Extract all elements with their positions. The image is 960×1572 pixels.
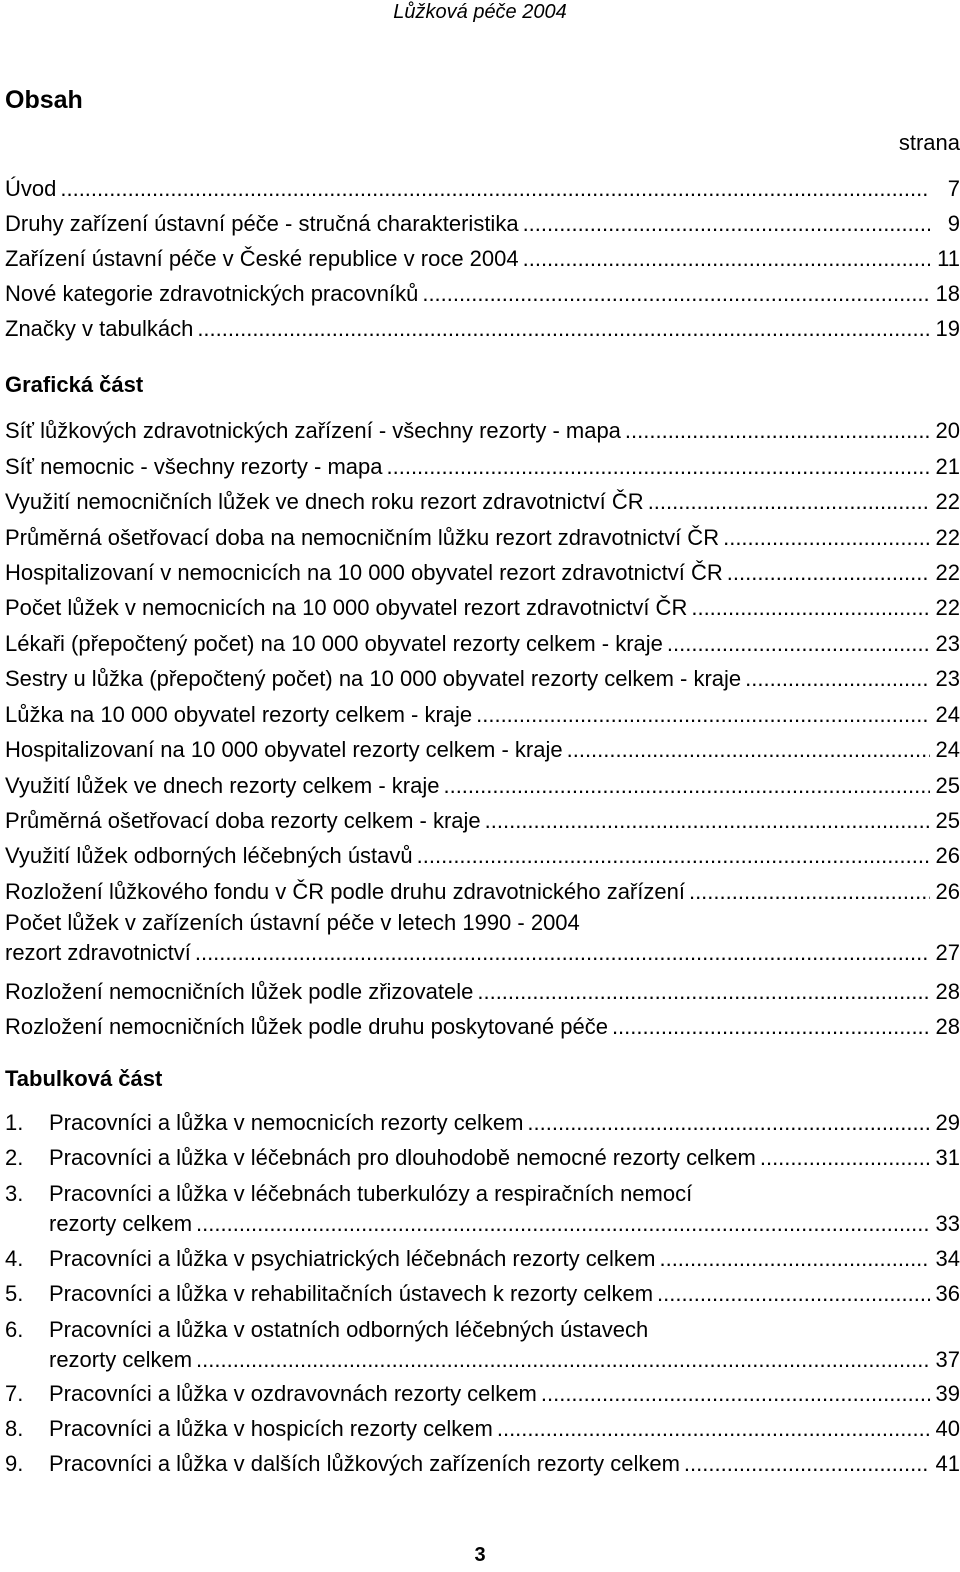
dot-leader [723, 525, 930, 551]
toc-entry-page: 22 [935, 595, 960, 620]
dot-leader [541, 1381, 930, 1407]
dot-leader [523, 211, 930, 237]
toc-entry-page: 19 [935, 316, 960, 341]
toc-entry[interactable] [5, 662, 960, 692]
toc-entry[interactable] [5, 804, 960, 834]
toc-entry-page: 20 [935, 418, 960, 443]
toc-entry-label: Lůžka na 10 000 obyvatel rezorty celkem - kraje [5, 702, 473, 727]
dot-leader [485, 808, 930, 834]
toc-entry[interactable] [5, 172, 960, 202]
running-header: Lůžková péče 2004 [393, 1, 567, 23]
toc-entry[interactable] [5, 556, 960, 586]
toc-entry-label: Síť nemocnic - všechny rezorty - mapa [5, 454, 383, 479]
toc-entry-label: Počet lůžek v nemocnicích na 10 000 obyvatel rezort zdravotnictví ČR [5, 595, 688, 620]
toc-table-number: 8. [5, 1416, 24, 1441]
toc-entry-page: 9 [947, 211, 960, 236]
toc-entry-label: Značky v tabulkách [5, 316, 194, 341]
dot-leader [196, 1211, 930, 1237]
toc-entry[interactable] [5, 591, 960, 621]
toc-entry[interactable] [49, 1447, 960, 1477]
dot-leader [691, 595, 930, 621]
toc-entry-page: 34 [935, 1246, 960, 1271]
toc-entry-page: 18 [935, 281, 960, 306]
toc-entry-label: rezorty celkem [49, 1211, 193, 1236]
toc-entry-label: Pracovníci a lůžka v psychiatrických léčebnách rezorty celkem [49, 1246, 656, 1271]
toc-entry-page: 26 [935, 879, 960, 904]
toc-entry-page: 31 [935, 1145, 960, 1170]
toc-entry-page: 25 [935, 773, 960, 798]
dot-leader [659, 1246, 930, 1272]
toc-entry-page: 25 [935, 808, 960, 833]
toc-entry-page: 24 [935, 737, 960, 762]
dot-leader [523, 246, 930, 272]
toc-entry[interactable] [5, 875, 960, 905]
toc-entry-label: Průměrná ošetřovací doba na nemocničním lůžku rezort zdravotnictví ČR [5, 525, 720, 550]
dot-leader [684, 1451, 930, 1477]
toc-entry-page: 33 [935, 1211, 960, 1236]
toc-entry-page: 22 [935, 489, 960, 514]
toc-entry-label: Zařízení ústavní péče v České republice v roce 2004 [5, 246, 519, 271]
toc-entry-page: 23 [935, 666, 960, 691]
toc-entry-label: Rozložení nemocničních lůžek podle druhu poskytované péče [5, 1014, 608, 1039]
toc-entry-label: Hospitalizovaní na 10 000 obyvatel rezorty celkem - kraje [5, 737, 563, 762]
dot-leader [195, 940, 930, 966]
toc-entry-page: 40 [935, 1416, 960, 1441]
toc-entry[interactable] [5, 242, 960, 272]
toc-entry-label: Pracovníci a lůžka v nemocnicích rezorty celkem [49, 1110, 524, 1135]
dot-leader [612, 1014, 930, 1040]
toc-entry[interactable] [49, 1106, 960, 1136]
toc-entry[interactable] [5, 769, 960, 799]
toc-entry[interactable] [5, 450, 960, 480]
toc-entry-line1[interactable]: Pracovníci a lůžka v léčebnách tuberkulózy a respiračních nemocí [49, 1181, 693, 1206]
toc-table-number: 2. [5, 1145, 24, 1170]
page-number: 3 [474, 1544, 486, 1566]
toc-entry-label: Využití lůžek odborných léčebných ústavů [5, 843, 413, 868]
toc-entry[interactable] [5, 521, 960, 551]
toc-table-number: 4. [5, 1246, 24, 1271]
toc-entry-page: 27 [935, 940, 960, 965]
dot-leader [196, 1347, 930, 1373]
toc-entry-page: 41 [935, 1451, 960, 1476]
toc-entry-label: Rozložení lůžkového fondu v ČR podle druhu zdravotnického zařízení [5, 879, 685, 904]
toc-entry-page: 37 [935, 1347, 960, 1372]
toc-entry-page: 29 [935, 1110, 960, 1135]
toc-entry-label: rezort zdravotnictví [5, 940, 191, 965]
toc-table-number: 3. [5, 1181, 24, 1206]
toc-entry-label: Využití lůžek ve dnech rezorty celkem - kraje [5, 773, 440, 798]
toc-entry-page: 7 [947, 176, 960, 201]
toc-table-number: 1. [5, 1110, 24, 1135]
toc-entry-label: Využití nemocničních lůžek ve dnech roku rezort zdravotnictví ČR [5, 489, 644, 514]
toc-entry-label: Sestry u lůžka (přepočtený počet) na 10 000 obyvatel rezorty celkem - kraje [5, 666, 742, 691]
toc-entry[interactable] [5, 839, 960, 869]
toc-entry-label: Pracovníci a lůžka v léčebnách pro dlouhodobě nemocné rezorty celkem [49, 1145, 756, 1170]
toc-entry[interactable] [5, 733, 960, 763]
toc-entry[interactable] [49, 1277, 960, 1307]
toc-entry-page: 28 [935, 1014, 960, 1039]
toc-entry-label: Pracovníci a lůžka v rehabilitačních ústavech k rezorty celkem [49, 1281, 654, 1306]
dot-leader [667, 631, 930, 657]
toc-entry-label: Rozložení nemocničních lůžek podle zřizovatele [5, 979, 474, 1004]
toc-entry-page: 22 [935, 560, 960, 585]
toc-table-number: 7. [5, 1381, 24, 1406]
page-column-label: strana [898, 130, 960, 155]
toc-entry[interactable] [5, 277, 960, 307]
toc-entry[interactable] [49, 1242, 960, 1272]
toc-entry-line1[interactable]: Pracovníci a lůžka v ostatních odborných léčebných ústavech [49, 1317, 649, 1342]
toc-entry[interactable] [5, 698, 960, 728]
toc-entry-label: Nové kategorie zdravotnických pracovníků [5, 281, 419, 306]
toc-entry-page: 22 [935, 525, 960, 550]
dot-leader [689, 879, 930, 905]
toc-entry-page: 28 [935, 979, 960, 1004]
toc-entry[interactable] [5, 627, 960, 657]
toc-entry[interactable] [49, 1377, 960, 1407]
toc-entry-label: Síť lůžkových zdravotnických zařízení - všechny rezorty - mapa [5, 418, 621, 443]
toc-entry-page: 39 [935, 1381, 960, 1406]
dot-leader [745, 666, 930, 692]
dot-leader [387, 454, 931, 480]
toc-table-number: 5. [5, 1281, 24, 1306]
toc-entry[interactable] [49, 1141, 960, 1171]
dot-leader [197, 316, 930, 342]
dot-leader [657, 1281, 930, 1307]
toc-entry-label: rezorty celkem [49, 1347, 193, 1372]
dot-leader [422, 281, 930, 307]
toc-entry[interactable] [5, 1010, 960, 1040]
toc-entry-page: 21 [935, 454, 960, 479]
toc-entry-label: Pracovníci a lůžka v dalších lůžkových zařízeních rezorty celkem [49, 1451, 680, 1476]
toc-entry-label: Druhy zařízení ústavní péče - stručná charakteristika [5, 211, 519, 236]
toc-entry[interactable] [49, 1343, 960, 1373]
dot-leader [497, 1416, 930, 1442]
toc-entry-label: Pracovníci a lůžka v hospicích rezorty celkem [49, 1416, 493, 1441]
toc-entry[interactable] [5, 312, 960, 342]
dot-leader [648, 489, 930, 515]
toc-entry-page: 36 [935, 1281, 960, 1306]
toc-entry[interactable] [49, 1207, 960, 1237]
toc-entry[interactable] [5, 485, 960, 515]
toc-entry[interactable] [5, 414, 960, 444]
graphic-section-heading: Grafická část [5, 372, 144, 397]
toc-entry-label: Průměrná ošetřovací doba rezorty celkem - kraje [5, 808, 481, 833]
toc-table-number: 6. [5, 1317, 24, 1342]
table-section-heading: Tabulková část [5, 1066, 163, 1091]
dot-leader [727, 560, 930, 586]
dot-leader [60, 176, 930, 202]
toc-entry[interactable] [5, 207, 960, 237]
toc-entry-label: Hospitalizovaní v nemocnicích na 10 000 obyvatel rezort zdravotnictví ČR [5, 560, 723, 585]
toc-entry-page: 23 [935, 631, 960, 656]
page-title: Obsah [5, 86, 83, 114]
toc-entry-label: Lékaři (přepočtený počet) na 10 000 obyvatel rezorty celkem - kraje [5, 631, 663, 656]
toc-entry[interactable] [5, 975, 960, 1005]
toc-entry-label: Úvod [5, 176, 57, 201]
dot-leader [625, 418, 930, 444]
toc-entry-page: 26 [935, 843, 960, 868]
dot-leader [477, 979, 930, 1005]
dot-leader [567, 737, 930, 763]
dot-leader [476, 702, 930, 728]
toc-entry[interactable] [49, 1412, 960, 1442]
toc-entry-page: 24 [935, 702, 960, 727]
dot-leader [527, 1110, 930, 1136]
toc-table-number: 9. [5, 1451, 24, 1476]
toc-entry-multiline[interactable] [5, 936, 960, 966]
toc-entry-label: Pracovníci a lůžka v ozdravovnách rezorty celkem [49, 1381, 537, 1406]
dot-leader [760, 1145, 930, 1171]
toc-entry-page: 11 [937, 246, 960, 271]
dot-leader [417, 843, 930, 869]
dot-leader [443, 773, 930, 799]
toc-entry-multiline-line1[interactable]: Počet lůžek v zařízeních ústavní péče v letech 1990 - 2004 [5, 910, 580, 935]
